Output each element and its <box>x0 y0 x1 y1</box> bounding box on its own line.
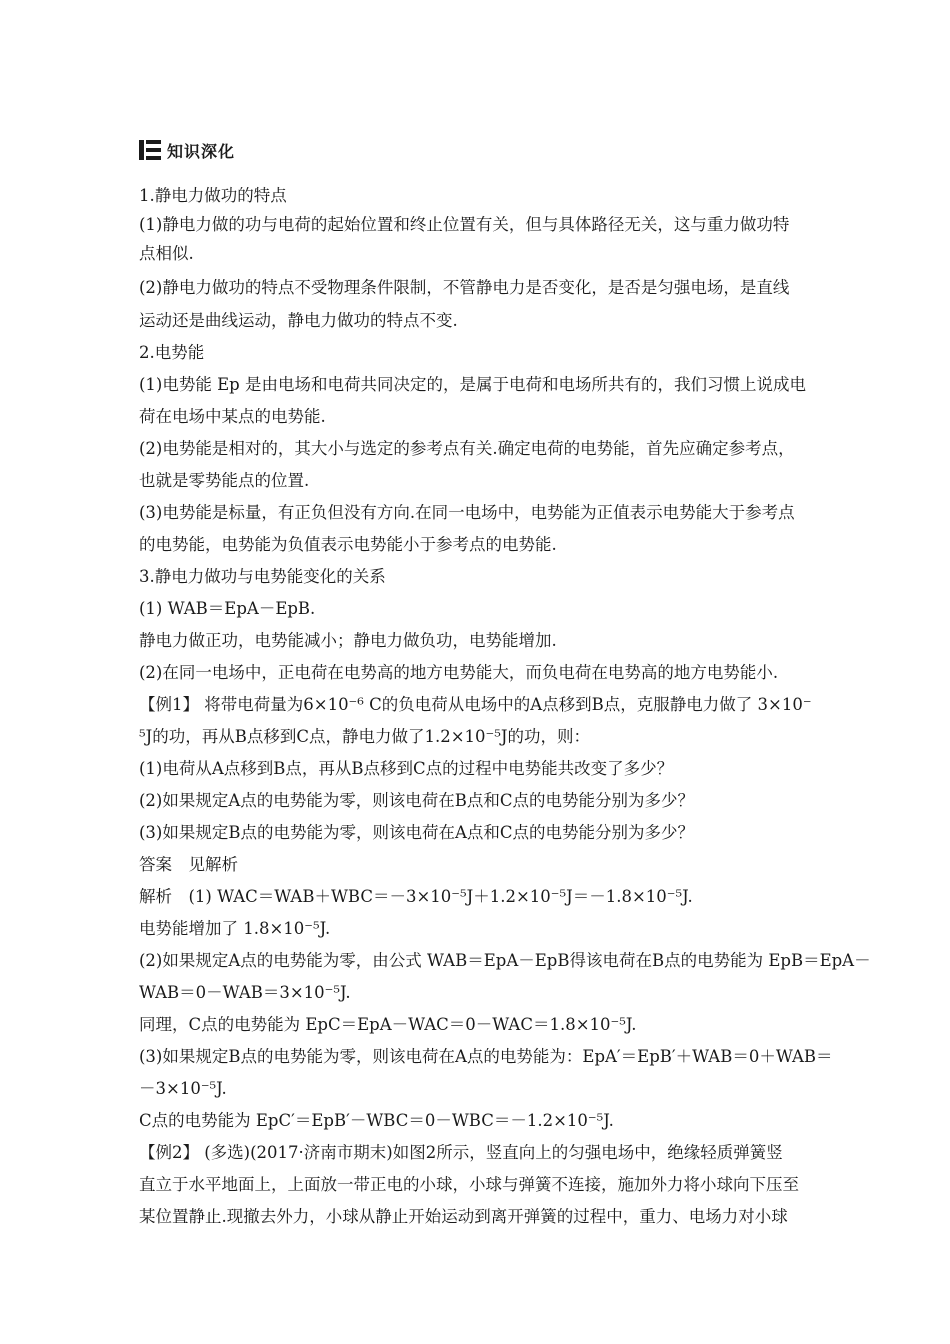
text-line: 也就是零势能点的位置. <box>139 471 310 490</box>
text-line: 3.静电力做功与电势能变化的关系 <box>139 567 386 586</box>
example-2-line: 【例2】 (多选)(2017·济南市期末)如图2所示，竖直向上的匀强电场中，绝缘轻质弹簧竖 <box>139 1143 783 1162</box>
text-line: (2)静电力做功的特点不受物理条件限制，不管静电力是否变化，是否是匀强电场，是直线 <box>139 278 790 297</box>
section-heading <box>139 137 235 163</box>
text-line: (2)如果规定A点的电势能为零，由公式 WAB＝EpA－EpB得该电荷在B点的电势能为 EpB＝EpA－ <box>139 951 871 970</box>
text-line: 点相似. <box>139 244 194 263</box>
text-line: 直立于水平地面上，上面放一带正电的小球，小球与弹簧不连接，施加外力将小球向下压至 <box>139 1175 799 1194</box>
text-line: 1.静电力做功的特点 <box>139 186 287 205</box>
analysis-line: 解析 (1) WAC＝WAB＋WBC＝－3×10⁻⁵J＋1.2×10⁻⁵J＝－1.8×10⁻⁵J. <box>139 887 693 906</box>
section-title: 知识深化 <box>167 141 236 161</box>
text-line: (2)在同一电场中，正电荷在电势高的地方电势能大，而负电荷在电势高的地方电势能小. <box>139 663 779 682</box>
text-line: (2)如果规定A点的电势能为零，则该电荷在B点和C点的电势能分别为多少？ <box>139 791 695 810</box>
text-line: 同理，C点的电势能为 EpC＝EpA－WAC＝0－WAC＝1.8×10⁻⁵J. <box>139 1015 637 1034</box>
text-line: (3)电势能是标量，有正负但没有方向.在同一电场中，电势能为正值表示电势能大于参考点 <box>139 503 795 522</box>
text-line: 运动还是曲线运动，静电力做功的特点不变. <box>139 311 458 330</box>
text-line: 的电势能，电势能为负值表示电势能小于参考点的电势能. <box>139 535 557 554</box>
text-line: (2)电势能是相对的，其大小与选定的参考点有关.确定电荷的电势能，首先应确定参考点， <box>139 439 795 458</box>
text-line: (1)静电力做的功与电荷的起始位置和终止位置有关，但与具体路径无关，这与重力做功特 <box>139 215 790 234</box>
text-line: 静电力做正功，电势能减小；静电力做负功，电势能增加. <box>139 631 557 650</box>
answer-line: 答案 见解析 <box>139 855 238 874</box>
example-1-line: 【例1】 将带电荷量为6×10⁻⁶ C的负电荷从电场中的A点移到B点，克服静电力做了 3×10⁻ <box>139 695 812 714</box>
text-line: ⁵J的功，再从B点移到C点，静电力做了1.2×10⁻⁵J的功，则： <box>139 727 590 746</box>
text-line: 电势能增加了 1.8×10⁻⁵J. <box>139 919 331 938</box>
text-line: (3)如果规定B点的电势能为零，则该电荷在A点的电势能为：EpA′＝EpB′＋WAB＝0＋WAB＝ <box>139 1047 833 1066</box>
text-line: －3×10⁻⁵J. <box>139 1079 227 1098</box>
text-line: 某位置静止.现撤去外力，小球从静止开始运动到离开弹簧的过程中，重力、电场力对小球 <box>139 1207 788 1226</box>
text-line: C点的电势能为 EpC′＝EpB′－WBC＝0－WBC＝－1.2×10⁻⁵J. <box>139 1111 614 1130</box>
text-line: (1) WAB＝EpA－EpB. <box>139 599 316 618</box>
text-line: (3)如果规定B点的电势能为零，则该电荷在A点和C点的电势能分别为多少？ <box>139 823 695 842</box>
text-line: (1)电势能 Ep 是由电场和电荷共同决定的，是属于电荷和电场所共有的，我们习惯上说成电 <box>139 375 806 394</box>
text-line: WAB＝0－WAB＝3×10⁻⁵J. <box>139 983 351 1002</box>
text-line: 荷在电场中某点的电势能. <box>139 407 326 426</box>
text-line: 2.电势能 <box>139 343 205 362</box>
section-heading-icon <box>139 140 161 160</box>
text-line: (1)电荷从A点移到B点，再从B点移到C点的过程中电势能共改变了多少？ <box>139 759 674 778</box>
